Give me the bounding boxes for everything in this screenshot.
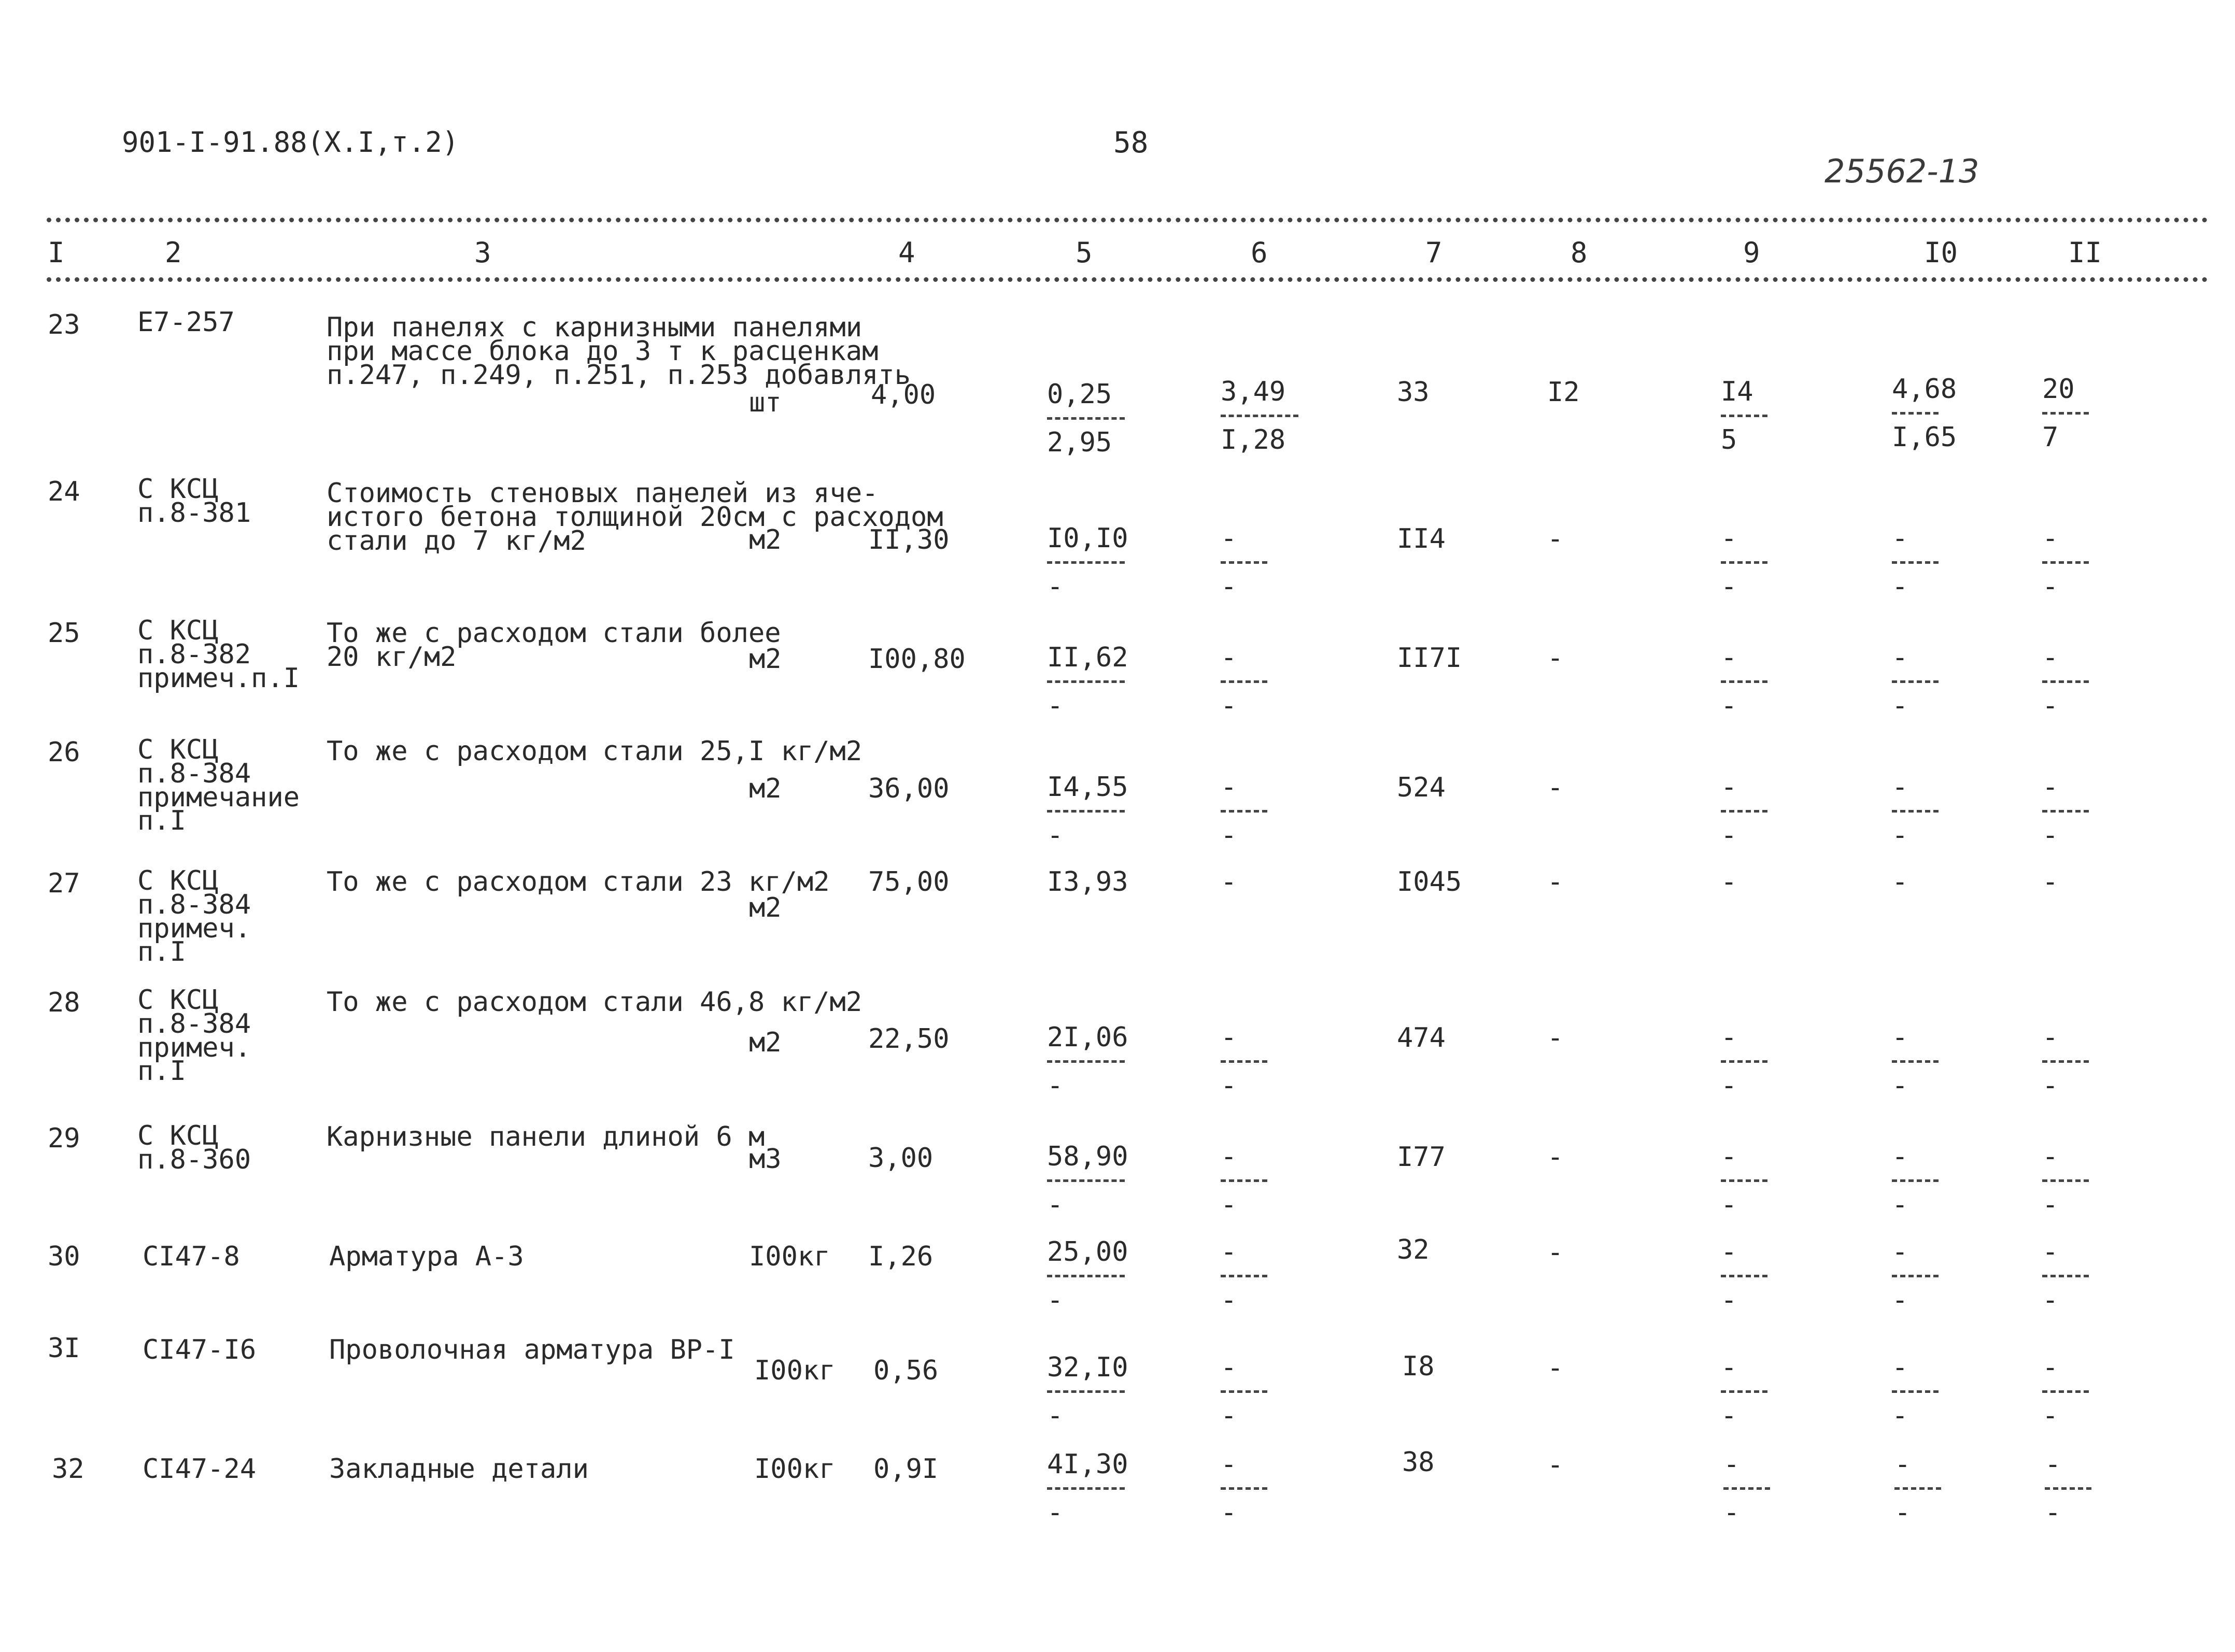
col9-fraction: - -: [1721, 1238, 1767, 1314]
col5-fraction: 2I,06 -: [1047, 1022, 1128, 1101]
col8-value: -: [1547, 1022, 1564, 1053]
col8-value: -: [1547, 1449, 1564, 1480]
col5-fraction: 32,I0 -: [1047, 1352, 1128, 1431]
col10-fraction: - -: [1894, 1451, 1941, 1526]
col7-value: 32: [1397, 1234, 1430, 1265]
row-code: С КСЦ п.8-384 примеч. п.I: [137, 985, 251, 1087]
row-code: С КСЦ п.8-382 примеч.п.I: [137, 615, 300, 694]
row-description: То же с расходом стали 25,I кг/м2: [327, 736, 862, 767]
col11-fraction: 20 7: [2042, 376, 2089, 451]
col6-fraction: - -: [1221, 1238, 1267, 1314]
row-number: 32: [52, 1454, 84, 1485]
col6-fraction: - -: [1221, 1024, 1267, 1099]
row-quantity: 75,00: [868, 866, 950, 898]
row-number: 24: [48, 476, 80, 507]
column-header-9: 9: [1743, 236, 1760, 269]
row-unit: м2: [749, 892, 782, 923]
col10-fraction: - -: [1892, 1238, 1939, 1314]
row-unit: м2: [749, 773, 782, 804]
row-description: То же с расходом стали 46,8 кг/м2: [327, 987, 862, 1018]
col10-fraction: - -: [1892, 525, 1939, 600]
col7-value: 38: [1402, 1447, 1435, 1478]
col7-value: 474: [1397, 1022, 1446, 1053]
header-rule-bottom: [47, 277, 2208, 282]
col9-fraction: - -: [1721, 1354, 1767, 1429]
row-quantity: II,30: [868, 524, 950, 556]
row-number: 28: [48, 987, 80, 1018]
row-code: С КСЦ п.8-381: [137, 474, 251, 529]
row-unit: м2: [749, 1027, 782, 1058]
col10-fraction: 4,68 I,65: [1892, 374, 1957, 453]
col11-fraction: - -: [2042, 774, 2089, 849]
col11-fraction: - -: [2042, 1143, 2089, 1218]
col9-fraction: - -: [1721, 1024, 1767, 1099]
col11-fraction: - -: [2042, 1354, 2089, 1429]
col7-value: I8: [1402, 1351, 1435, 1382]
col9-fraction: - -: [1721, 1143, 1767, 1218]
col10-value: -: [1892, 866, 1908, 898]
col6-value: -: [1221, 866, 1237, 898]
row-code: СI47-I6: [143, 1334, 257, 1365]
row-number: 23: [48, 309, 80, 340]
col5-value: I3,93: [1047, 866, 1128, 898]
column-header-5: 5: [1076, 236, 1093, 269]
col10-fraction: - -: [1892, 1143, 1939, 1218]
row-description: Арматура А-3: [329, 1241, 524, 1272]
row-description: То же с расходом стали 23 кг/м2: [327, 866, 830, 898]
row-number: 30: [48, 1241, 80, 1272]
col8-value: -: [1547, 1142, 1564, 1173]
row-quantity: 4,00: [871, 379, 936, 410]
col11-value: -: [2042, 866, 2059, 898]
col6-fraction: - -: [1221, 1451, 1267, 1526]
row-description: При панелях с карнизными панелями при массе блока до 3 т к расценкам п.247, п.249, п.251, п.253 добавлять: [327, 312, 911, 391]
col6-fraction: - -: [1221, 1354, 1267, 1429]
col7-value: II7I: [1397, 643, 1462, 674]
page-number: 58: [1113, 126, 1149, 160]
col7-value: II4: [1397, 523, 1446, 554]
row-unit: шт: [749, 387, 782, 418]
col6-fraction: - -: [1221, 525, 1267, 600]
document-code: 901-I-91.88(X.I,т.2): [122, 126, 459, 159]
row-number: 3I: [48, 1333, 80, 1364]
col5-fraction: 4I,30 -: [1047, 1449, 1128, 1528]
col8-value: -: [1547, 1352, 1564, 1384]
col9-value: -: [1721, 866, 1737, 898]
col5-fraction: I0,I0 -: [1047, 523, 1128, 602]
col9-fraction: - -: [1721, 644, 1767, 719]
column-header-3: 3: [474, 236, 491, 269]
col8-value: -: [1547, 523, 1564, 554]
column-header-10: I0: [1924, 236, 1958, 269]
row-quantity: I00,80: [868, 644, 966, 675]
col5-fraction: II,62 -: [1047, 642, 1128, 721]
row-description: То же с расходом стали более 20 кг/м2: [327, 618, 781, 673]
row-unit: I00кг: [754, 1355, 836, 1386]
row-description: Проволочная арматура ВР-I: [329, 1334, 735, 1365]
column-header-11: II: [2068, 236, 2102, 269]
col9-fraction: - -: [1721, 525, 1767, 600]
col11-fraction: - -: [2042, 1024, 2089, 1099]
row-quantity: 0,9I: [873, 1454, 939, 1485]
col5-fraction: I4,55 -: [1047, 772, 1128, 851]
row-unit: I00кг: [754, 1454, 836, 1485]
row-unit: м2: [749, 524, 782, 556]
row-code: С КСЦ п.8-384 примечание п.I: [137, 734, 300, 837]
col5-fraction: 25,00 -: [1047, 1236, 1128, 1316]
column-header-2: 2: [165, 236, 182, 269]
col9-fraction: - -: [1721, 774, 1767, 849]
col7-value: I045: [1397, 866, 1462, 898]
row-code: Е7-257: [137, 307, 235, 338]
row-quantity: 36,00: [868, 773, 950, 804]
col8-value: -: [1547, 1237, 1564, 1268]
row-unit: I00кг: [749, 1241, 830, 1272]
row-unit: м2: [749, 644, 782, 675]
col10-fraction: - -: [1892, 644, 1939, 719]
col6-fraction: 3,49 I,28: [1221, 378, 1298, 453]
row-number: 26: [48, 737, 80, 768]
col9-fraction: I4 5: [1721, 378, 1767, 453]
row-quantity: I,26: [868, 1241, 933, 1272]
row-code: СI47-8: [143, 1241, 240, 1272]
col8-value: I2: [1547, 377, 1580, 408]
handwritten-number: 25562-13: [1824, 152, 1979, 190]
row-code: СI47-24: [143, 1454, 257, 1485]
row-number: 29: [48, 1123, 80, 1154]
col10-fraction: - -: [1892, 1354, 1939, 1429]
col8-value: -: [1547, 866, 1564, 898]
col6-fraction: - -: [1221, 1143, 1267, 1218]
row-number: 27: [48, 868, 80, 899]
col8-value: -: [1547, 643, 1564, 674]
col11-fraction: - -: [2042, 644, 2089, 719]
row-quantity: 0,56: [873, 1355, 939, 1386]
row-number: 25: [48, 618, 80, 649]
row-unit: м3: [749, 1144, 782, 1175]
col11-fraction: - -: [2042, 1238, 2089, 1314]
col9-fraction: - -: [1723, 1451, 1770, 1526]
col10-fraction: - -: [1892, 774, 1939, 849]
column-header-1: I: [48, 236, 65, 269]
column-header-8: 8: [1571, 236, 1588, 269]
col10-fraction: - -: [1892, 1024, 1939, 1099]
col7-value: I77: [1397, 1142, 1446, 1173]
col7-value: 33: [1397, 377, 1430, 408]
col8-value: -: [1547, 772, 1564, 803]
col6-fraction: - -: [1221, 644, 1267, 719]
column-header-7: 7: [1425, 236, 1442, 269]
row-quantity: 3,00: [868, 1143, 933, 1174]
row-description: Стоимость стеновых панелей из яче- истого бетона толщиной 20см с расходом стали до 7 кг/м2: [327, 478, 943, 557]
col6-fraction: - -: [1221, 774, 1267, 849]
row-code: С КСЦ п.8-384 примеч. п.I: [137, 865, 251, 968]
row-code: С КСЦ п.8-360: [137, 1120, 251, 1175]
row-description: Карнизные панели длиной 6 м: [327, 1121, 765, 1152]
column-header-6: 6: [1251, 236, 1268, 269]
col7-value: 524: [1397, 772, 1446, 803]
column-header-4: 4: [898, 236, 915, 269]
row-description: Закладные детали: [329, 1454, 589, 1485]
col5-fraction: 58,90 -: [1047, 1141, 1128, 1220]
col11-fraction: - -: [2045, 1451, 2091, 1526]
row-quantity: 22,50: [868, 1023, 950, 1055]
header-rule-top: [47, 218, 2208, 222]
col11-fraction: - -: [2042, 525, 2089, 600]
col5-fraction: 0,25 2,95: [1047, 381, 1125, 456]
